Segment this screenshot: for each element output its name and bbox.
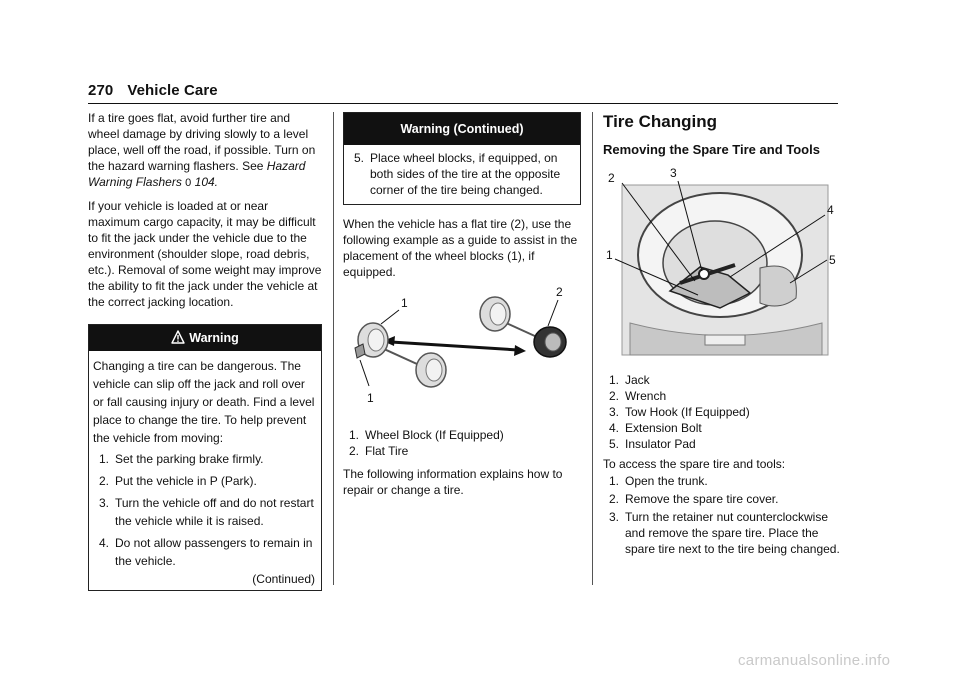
list-item bbox=[93, 534, 315, 570]
insulator-pad bbox=[760, 266, 796, 306]
paragraph-flat-tire bbox=[88, 110, 322, 191]
paragraph-wheel-blocks: When the vehicle has a flat tire (2), use the following example as a guide to assist in the placement of the wheel blocks (1), if equipped. bbox=[343, 217, 578, 279]
step-number: 3. bbox=[609, 510, 620, 524]
legend-text: Extension Bolt bbox=[625, 421, 702, 435]
figure-legend bbox=[343, 427, 581, 459]
warning-steps bbox=[93, 450, 315, 570]
extension-bolt bbox=[699, 269, 709, 279]
warning-box bbox=[88, 324, 322, 591]
list-item bbox=[343, 443, 581, 459]
sub-heading: Removing the Spare Tire and Tools bbox=[603, 142, 820, 157]
watermark: carmanualsonline.info bbox=[738, 652, 891, 669]
warning-header bbox=[89, 325, 321, 351]
list-item bbox=[343, 427, 581, 443]
warning-title: Warning bbox=[189, 331, 239, 345]
step-text: Turn the vehicle off and do not restart the vehicle while it is raised. bbox=[115, 496, 314, 528]
list-item bbox=[603, 372, 843, 388]
arrow-line bbox=[391, 342, 518, 350]
legend-text: Tow Hook (If Equipped) bbox=[625, 405, 750, 419]
warning-triangle-icon bbox=[171, 330, 185, 344]
list-item bbox=[93, 494, 315, 530]
list-item bbox=[603, 473, 843, 489]
wheel-block bbox=[355, 344, 365, 358]
list-item bbox=[603, 436, 843, 452]
legend-number: 1. bbox=[609, 373, 620, 387]
legend-text: Wrench bbox=[625, 389, 667, 403]
step-text: Place wheel blocks, if equipped, on both sides of the tire at the opposite corner of the tire being changed. bbox=[370, 151, 561, 197]
list-item bbox=[603, 388, 843, 404]
callout-label: 1 bbox=[401, 296, 408, 310]
step-number: 2. bbox=[99, 474, 110, 488]
page-ref-number[interactable]: 104. bbox=[194, 175, 218, 189]
access-intro: To access the spare tire and tools: bbox=[603, 457, 786, 471]
spare-tire-figure bbox=[600, 163, 840, 358]
step-number: 1. bbox=[609, 474, 620, 488]
section-title: Vehicle Care bbox=[127, 82, 218, 99]
column-2 bbox=[343, 112, 581, 280]
warning-box-continued bbox=[343, 112, 581, 205]
list-item bbox=[93, 472, 315, 490]
column-2-lower bbox=[343, 427, 581, 498]
legend-text: Jack bbox=[625, 373, 650, 387]
page-number: 270 bbox=[88, 82, 114, 99]
column-divider-2 bbox=[592, 112, 593, 585]
access-steps bbox=[603, 473, 843, 557]
list-item bbox=[603, 509, 843, 557]
step-text: Put the vehicle in P (Park). bbox=[115, 474, 257, 488]
column-3-lower bbox=[603, 372, 843, 557]
legend-number: 2. bbox=[349, 444, 360, 458]
continued-label: (Continued) bbox=[252, 572, 315, 586]
column-divider-1 bbox=[333, 112, 334, 585]
callout-label: 4 bbox=[827, 203, 834, 217]
warning-text: Changing a tire can be dangerous. The vehicle can slip off the jack and roll over or fall causing injury or death. Find a level place to change the tire. To help prevent the vehicle from moving: bbox=[93, 359, 315, 445]
step-number: 2. bbox=[609, 492, 620, 506]
paragraph-text: If a tire goes flat, avoid further tire and wheel damage by driving slowly to a level place, well off the road, if possible. Turn on the hazard warning flashers. See bbox=[88, 111, 316, 173]
warning-header: Warning (Continued) bbox=[344, 113, 580, 145]
step-text: Do not allow passengers to remain in the vehicle. bbox=[115, 536, 313, 568]
column-3 bbox=[603, 112, 843, 157]
step-number: 3. bbox=[99, 496, 110, 510]
callout-line bbox=[548, 300, 558, 326]
page-header bbox=[88, 82, 218, 99]
list-item bbox=[603, 404, 843, 420]
latch bbox=[705, 335, 745, 345]
legend-text: Insulator Pad bbox=[625, 437, 696, 451]
callout-label: 1 bbox=[606, 248, 613, 262]
column-1 bbox=[88, 110, 322, 591]
callout-label: 2 bbox=[608, 171, 615, 185]
hazard-flashers-link[interactable]: Hazard Warning Flashers bbox=[88, 159, 306, 189]
spare-legend bbox=[603, 372, 843, 452]
list-item bbox=[603, 420, 843, 436]
list-item bbox=[603, 491, 843, 507]
step-number: 4. bbox=[99, 536, 110, 550]
step-text: Set the parking brake firmly. bbox=[115, 452, 264, 466]
section-heading: Tire Changing bbox=[603, 112, 717, 131]
callout-line bbox=[381, 310, 399, 324]
wheel-block-figure bbox=[343, 282, 583, 407]
list-item bbox=[93, 450, 315, 468]
step-text: Remove the spare tire cover. bbox=[625, 492, 779, 506]
legend-text: Flat Tire bbox=[365, 444, 409, 458]
step-text: Open the trunk. bbox=[625, 474, 708, 488]
step-number: 1. bbox=[99, 452, 110, 466]
legend-text: Wheel Block (If Equipped) bbox=[365, 428, 504, 442]
wheel-rear-right bbox=[416, 353, 446, 387]
step-number: 5. bbox=[354, 151, 365, 165]
flat-tire bbox=[534, 327, 566, 357]
warning-steps bbox=[348, 150, 574, 198]
header-rule bbox=[88, 103, 838, 104]
callout-label: 1 bbox=[367, 391, 374, 405]
warning-content bbox=[89, 351, 321, 590]
paragraph-cargo: If your vehicle is loaded at or near maximum cargo capacity, it may be difficult to fit the jack under the vehicle due to the environment (shoulder slope, road debris, etc.). Removal of some weight may improve the ability to fit the jack under the vehicle at the correct jacking location. bbox=[88, 199, 322, 309]
paragraph-repair: The following information explains how to repair or change a tire. bbox=[343, 467, 563, 497]
page-ref-arrow-icon: 0 bbox=[185, 177, 192, 189]
legend-number: 2. bbox=[609, 389, 620, 403]
legend-number: 1. bbox=[349, 428, 360, 442]
callout-label: 3 bbox=[670, 166, 677, 180]
wheel-front-left bbox=[480, 297, 510, 331]
warning-content bbox=[344, 145, 580, 204]
callout-line bbox=[360, 360, 369, 386]
arrow-head-right-icon bbox=[514, 345, 526, 356]
legend-number: 3. bbox=[609, 405, 620, 419]
callout-label: 2 bbox=[556, 285, 563, 299]
legend-number: 4. bbox=[609, 421, 620, 435]
legend-number: 5. bbox=[609, 437, 620, 451]
callout-label: 5 bbox=[829, 253, 836, 267]
list-item bbox=[348, 150, 574, 198]
step-text: Turn the retainer nut counterclockwise and remove the spare tire. Place the spare tire next to the tire being changed. bbox=[625, 510, 840, 556]
